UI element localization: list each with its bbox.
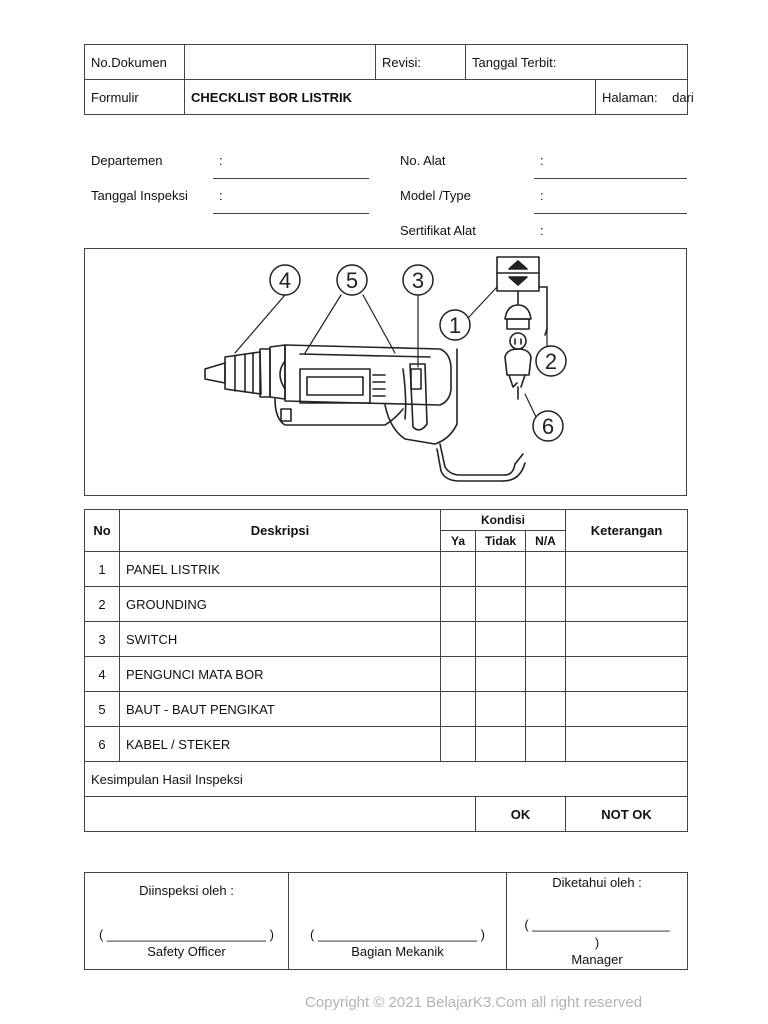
no-dokumen-value bbox=[185, 45, 376, 80]
cell-ya[interactable] bbox=[441, 657, 476, 692]
drill-diagram bbox=[84, 248, 687, 496]
cell-keterangan[interactable] bbox=[566, 657, 688, 692]
cell-na[interactable] bbox=[526, 552, 566, 587]
cell-tidak[interactable] bbox=[476, 727, 526, 762]
cell-na[interactable] bbox=[526, 657, 566, 692]
form-title: CHECKLIST BOR LISTRIK bbox=[185, 80, 596, 115]
row-no: 5 bbox=[85, 692, 120, 727]
signature-table bbox=[84, 872, 688, 970]
cell-ya[interactable] bbox=[441, 622, 476, 657]
formulir-label: Formulir bbox=[85, 80, 185, 115]
cell-tidak[interactable] bbox=[476, 622, 526, 657]
table-row bbox=[85, 657, 688, 692]
role-manager: Manager bbox=[571, 952, 623, 967]
cell-ya[interactable] bbox=[441, 552, 476, 587]
no-alat-colon: : bbox=[540, 153, 544, 168]
model-type-label: Model /Type bbox=[400, 188, 471, 203]
cell-keterangan[interactable] bbox=[566, 692, 688, 727]
table-row bbox=[85, 622, 688, 657]
power-cord-icon bbox=[503, 454, 525, 481]
cell-keterangan[interactable] bbox=[566, 552, 688, 587]
row-deskripsi: SWITCH bbox=[120, 622, 441, 657]
checklist-table bbox=[84, 509, 688, 832]
col-header-deskripsi: Deskripsi bbox=[120, 510, 441, 552]
signature-block-manager[interactable] bbox=[507, 873, 688, 970]
table-row bbox=[85, 552, 688, 587]
revisi-label: Revisi: bbox=[376, 45, 466, 80]
row-deskripsi: GROUNDING bbox=[120, 587, 441, 622]
callout-2-label: 2 bbox=[544, 349, 558, 374]
row-no: 1 bbox=[85, 552, 120, 587]
row-deskripsi: BAUT - BAUT PENGIKAT bbox=[120, 692, 441, 727]
kesimpulan-notes-field[interactable] bbox=[85, 797, 476, 832]
tanggal-inspeksi-colon: : bbox=[219, 188, 223, 203]
plug-socket-icon bbox=[505, 305, 531, 399]
table-row bbox=[85, 692, 688, 727]
signature-line-bagian-mekanik: ( ______________________ ) bbox=[310, 927, 485, 942]
drill-handle-icon bbox=[385, 349, 505, 481]
cell-keterangan[interactable] bbox=[566, 727, 688, 762]
row-no: 6 bbox=[85, 727, 120, 762]
signature-line-manager-close: ) bbox=[594, 935, 600, 950]
cell-tidak[interactable] bbox=[476, 587, 526, 622]
inspected-by-label: Diinspeksi oleh : bbox=[139, 883, 234, 898]
callout-1-label: 1 bbox=[448, 313, 462, 338]
signature-block-safety-officer[interactable] bbox=[85, 873, 289, 970]
col-header-no: No bbox=[85, 510, 120, 552]
cell-na[interactable] bbox=[526, 727, 566, 762]
dari-label: dari bbox=[672, 89, 694, 105]
electrical-panel-icon bbox=[497, 257, 547, 335]
no-dokumen-label: No.Dokumen bbox=[85, 45, 185, 80]
role-safety-officer: Safety Officer bbox=[147, 944, 226, 959]
callout-5-label: 5 bbox=[345, 268, 359, 293]
cell-na[interactable] bbox=[526, 587, 566, 622]
drill-chuck-icon bbox=[205, 349, 270, 397]
cell-ya[interactable] bbox=[441, 727, 476, 762]
departemen-field[interactable] bbox=[213, 178, 369, 179]
table-row bbox=[85, 727, 688, 762]
known-by-label: Diketahui oleh : bbox=[552, 875, 642, 890]
role-bagian-mekanik: Bagian Mekanik bbox=[351, 944, 444, 959]
departemen-label: Departemen bbox=[91, 153, 163, 168]
kesimpulan-label: Kesimpulan Hasil Inspeksi bbox=[85, 762, 688, 797]
row-deskripsi: KABEL / STEKER bbox=[120, 727, 441, 762]
col-header-ya: Ya bbox=[441, 531, 476, 552]
document-header-table bbox=[84, 44, 694, 115]
callout-3-label: 3 bbox=[411, 268, 425, 293]
drill-body-icon bbox=[270, 345, 451, 425]
halaman-cell bbox=[596, 80, 694, 115]
no-alat-field[interactable] bbox=[534, 178, 687, 179]
model-type-colon: : bbox=[540, 188, 544, 203]
row-deskripsi: PENGUNCI MATA BOR bbox=[120, 657, 441, 692]
cell-tidak[interactable] bbox=[476, 552, 526, 587]
no-alat-label: No. Alat bbox=[400, 153, 446, 168]
model-type-field[interactable] bbox=[534, 213, 687, 214]
signature-line-manager: ( ___________________ bbox=[524, 917, 670, 932]
copyright-text: Copyright © 2021 BelajarK3.Com all right reserved bbox=[305, 994, 643, 1011]
cell-keterangan[interactable] bbox=[566, 587, 688, 622]
col-header-na: N/A bbox=[526, 531, 566, 552]
col-header-keterangan: Keterangan bbox=[566, 510, 688, 552]
sertifikat-alat-colon: : bbox=[540, 223, 544, 238]
tanggal-inspeksi-label: Tanggal Inspeksi bbox=[91, 188, 188, 203]
cell-ya[interactable] bbox=[441, 692, 476, 727]
row-no: 4 bbox=[85, 657, 120, 692]
callout-6-label: 6 bbox=[541, 414, 555, 439]
halaman-label: Halaman: bbox=[602, 89, 658, 105]
cell-tidak[interactable] bbox=[476, 692, 526, 727]
row-deskripsi: PANEL LISTRIK bbox=[120, 552, 441, 587]
tanggal-inspeksi-field[interactable] bbox=[213, 213, 369, 214]
sertifikat-alat-label: Sertifikat Alat bbox=[400, 223, 476, 238]
tanggal-terbit-label: Tanggal Terbit: bbox=[466, 45, 688, 80]
row-no: 3 bbox=[85, 622, 120, 657]
cell-keterangan[interactable] bbox=[566, 622, 688, 657]
cell-ya[interactable] bbox=[441, 587, 476, 622]
callout-4-label: 4 bbox=[278, 268, 292, 293]
signature-block-bagian-mekanik[interactable] bbox=[289, 873, 507, 970]
cell-na[interactable] bbox=[526, 622, 566, 657]
col-header-tidak: Tidak bbox=[476, 531, 526, 552]
departemen-colon: : bbox=[219, 153, 223, 168]
electric-drill-illustration bbox=[85, 249, 686, 495]
cell-na[interactable] bbox=[526, 692, 566, 727]
row-no: 2 bbox=[85, 587, 120, 622]
cell-tidak[interactable] bbox=[476, 657, 526, 692]
not-ok-option[interactable]: NOT OK bbox=[566, 797, 688, 832]
ok-option[interactable]: OK bbox=[476, 797, 566, 832]
signature-line-safety-officer: ( ______________________ ) bbox=[99, 927, 274, 942]
table-row bbox=[85, 587, 688, 622]
col-header-kondisi: Kondisi bbox=[441, 510, 566, 531]
